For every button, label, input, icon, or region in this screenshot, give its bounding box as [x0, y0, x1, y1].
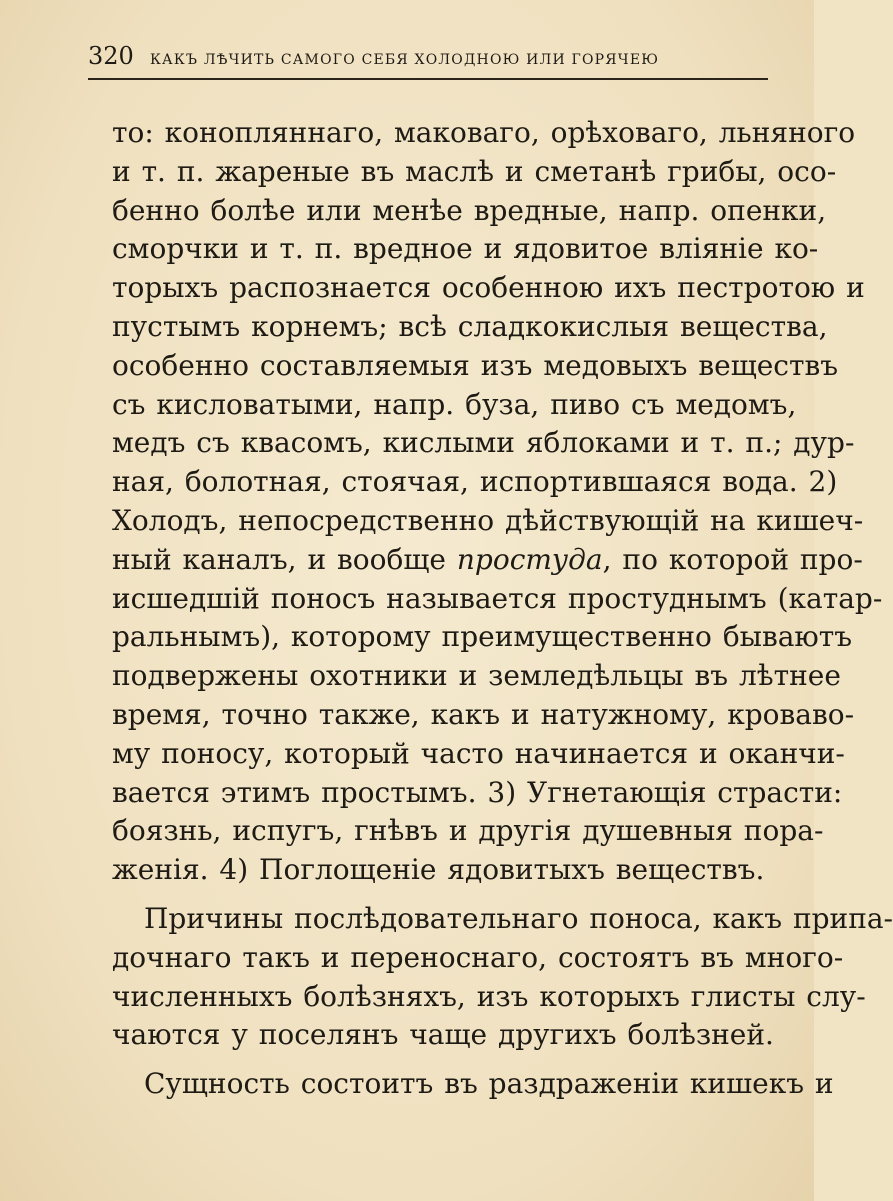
running-title: КАКЪ ЛѢЧИТЬ САМОГО СЕБЯ ХОЛОДНОЮ ИЛИ ГОРЯЧЕЮ — [150, 52, 660, 68]
text-line: медъ съ квасомъ, кислыми яблоками и т. п.; дур- — [112, 426, 855, 460]
text-line: особенно составляемыя изъ медовыхъ веществъ — [112, 348, 839, 382]
text-line: то: конопляннаго, маковаго, орѣховаго, льняного — [112, 116, 856, 149]
text-line: вается этимъ простымъ. 3) Угнетающія страсти: — [112, 775, 843, 809]
text-line: Холодъ, непосредственно дѣйствующій на кишеч- — [112, 503, 864, 537]
text-line: численныхъ болѣзняхъ, изъ которыхъ глисты слу- — [112, 979, 866, 1013]
text-line: му поносу, который часто начинается и оканчи- — [112, 736, 845, 770]
text-line: и т. п. жареные въ маслѣ и сметанѣ грибы, осо- — [112, 154, 837, 188]
text-line: подвержены охотники и земледѣльцы въ лѣтнее — [112, 659, 841, 693]
text-line: время, точно также, какъ и натужному, кроваво- — [112, 697, 855, 731]
text-line: торыхъ распознается особенною ихъ пестротою и — [112, 271, 865, 305]
text-line: съ кисловатыми, напр. буза, пиво съ медомъ, — [112, 387, 797, 421]
text-line: бенно болѣе или менѣе вредные, напр. опенки, — [112, 193, 827, 227]
text-line: сморчки и т. п. вредное и ядовитое вліяніе ко- — [112, 232, 819, 266]
text-segment: , по которой про- — [602, 542, 863, 576]
text-line: ральнымъ), которому преимущественно бываютъ — [112, 620, 853, 654]
text-segment: ный каналъ, и вообще — [112, 542, 457, 576]
text-line-with-italic — [112, 541, 863, 580]
text-line: Причины послѣдовательнаго поноса, какъ припа- — [144, 901, 893, 935]
text-line: боязнь, испугъ, гнѣвъ и другія душевныя пора- — [112, 814, 824, 848]
text-line: чаются у поселянъ чаще другихъ болѣзней. — [112, 1018, 774, 1052]
text-line: Сущность состоитъ въ раздраженіи кишекъ и — [144, 1067, 834, 1101]
text-line: исшедшій поносъ называется простуднымъ (катар- — [112, 581, 883, 615]
text-line: женія. 4) Поглощеніе ядовитыхъ веществъ. — [112, 853, 765, 887]
page-header — [88, 42, 768, 76]
header-rule — [88, 78, 768, 80]
body-text — [112, 114, 893, 1104]
text-line: ная, болотная, стоячая, испортившаяся вода. 2) — [112, 465, 838, 499]
italic-term: простуда — [456, 542, 603, 576]
text-line: пустымъ корнемъ; всѣ сладкокислыя вещества, — [112, 309, 828, 343]
page-number: 320 — [88, 42, 134, 70]
text-line: дочнаго такъ и переноснаго, состоятъ въ много- — [112, 940, 844, 974]
